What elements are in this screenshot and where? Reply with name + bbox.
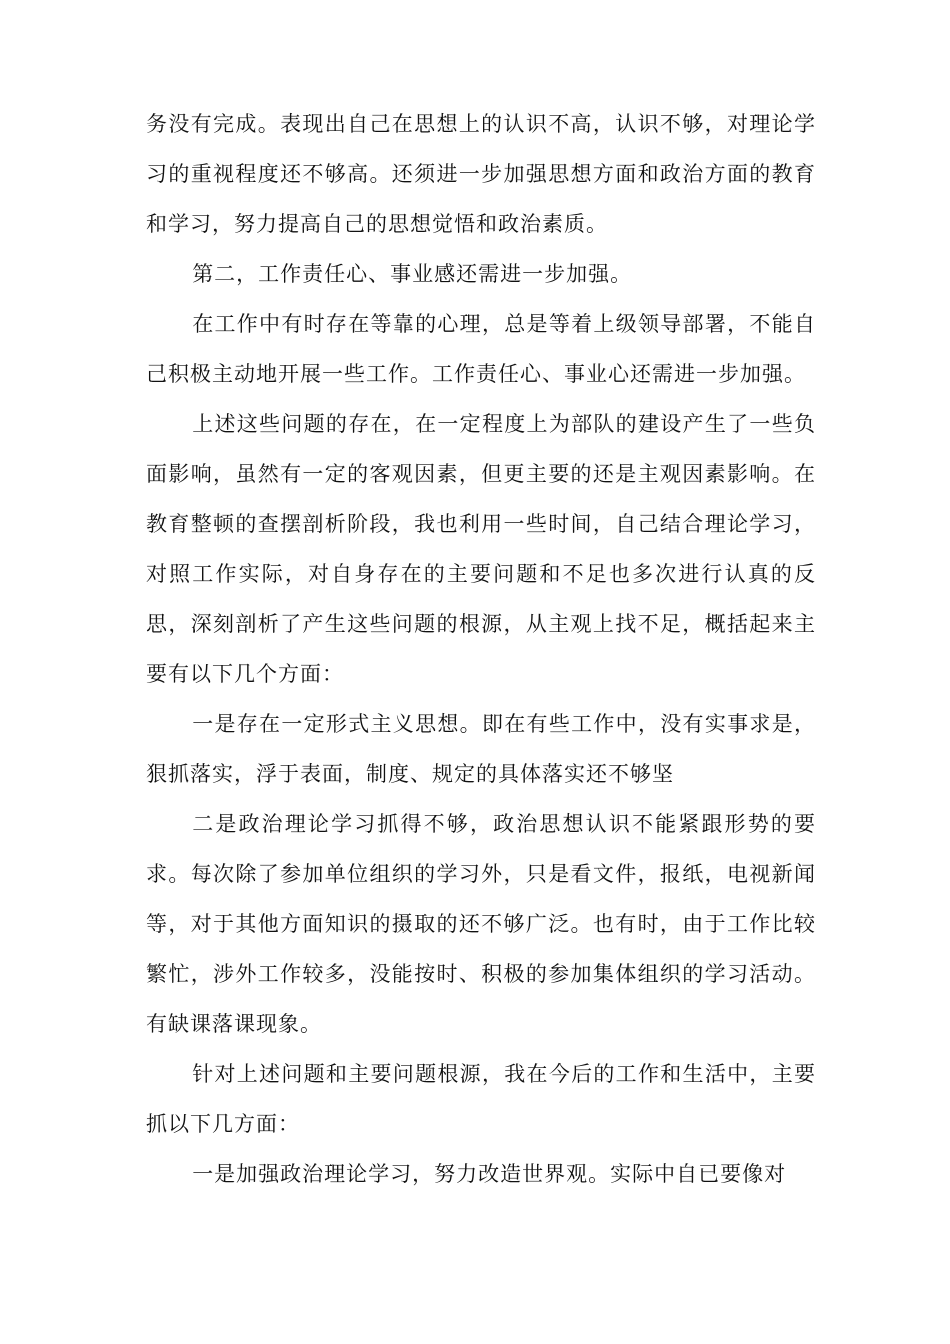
paragraph-continued-task: 务没有完成。表现出自己在思想上的认识不高，认识不够，对理论学习的重视程度还不够高。还须进一步加强思想方面和政治方面的教育和学习，努力提高自己的思想觉悟和政治素质。: [146, 112, 816, 236]
paragraph-formalism: 一是存在一定形式主义思想。即在有些工作中，没有实事求是，狠抓落实，浮于表面，制度、规定的具体落实还不够坚: [146, 712, 816, 786]
paragraph-root-cause-analysis: 上述这些问题的存在，在一定程度上为部队的建设产生了一些负面影响，虽然有一定的客观因素，但更主要的还是主观因素影响。在教育整顿的查摆剖析阶段，我也利用一些时间，自己结合理论学习，对照工作实际，对自身存在的主要问题和不足也多次进行认真的反思，深刻剖析了产生这些问题的根源，从主观上找不足，概括起来主要有以下几个方面：: [146, 412, 816, 686]
paragraph-improvement-plan: 针对上述问题和主要问题根源，我在今后的工作和生活中，主要抓以下几方面：: [146, 1062, 816, 1136]
paragraph-work-attitude: 在工作中有时存在等靠的心理，总是等着上级领导部署，不能自己积极主动地开展一些工作。工作责任心、事业心还需进一步加强。: [146, 312, 816, 386]
paragraph-second-point-heading: 第二，工作责任心、事业感还需进一步加强。: [192, 262, 633, 286]
paragraph-theory-study: 二是政治理论学习抓得不够，政治思想认识不能紧跟形势的要求。每次除了参加单位组织的学习外，只是看文件，报纸，电视新闻等，对于其他方面知识的摄取的还不够广泛。也有时，由于工作比较繁忙，涉外工作较多，没能按时、积极的参加集体组织的学习活动。有缺课落课现象。: [146, 812, 816, 1036]
paragraph-first-measure: 一是加强政治理论学习，努力改造世界观。实际中自已要像对: [192, 1162, 787, 1186]
